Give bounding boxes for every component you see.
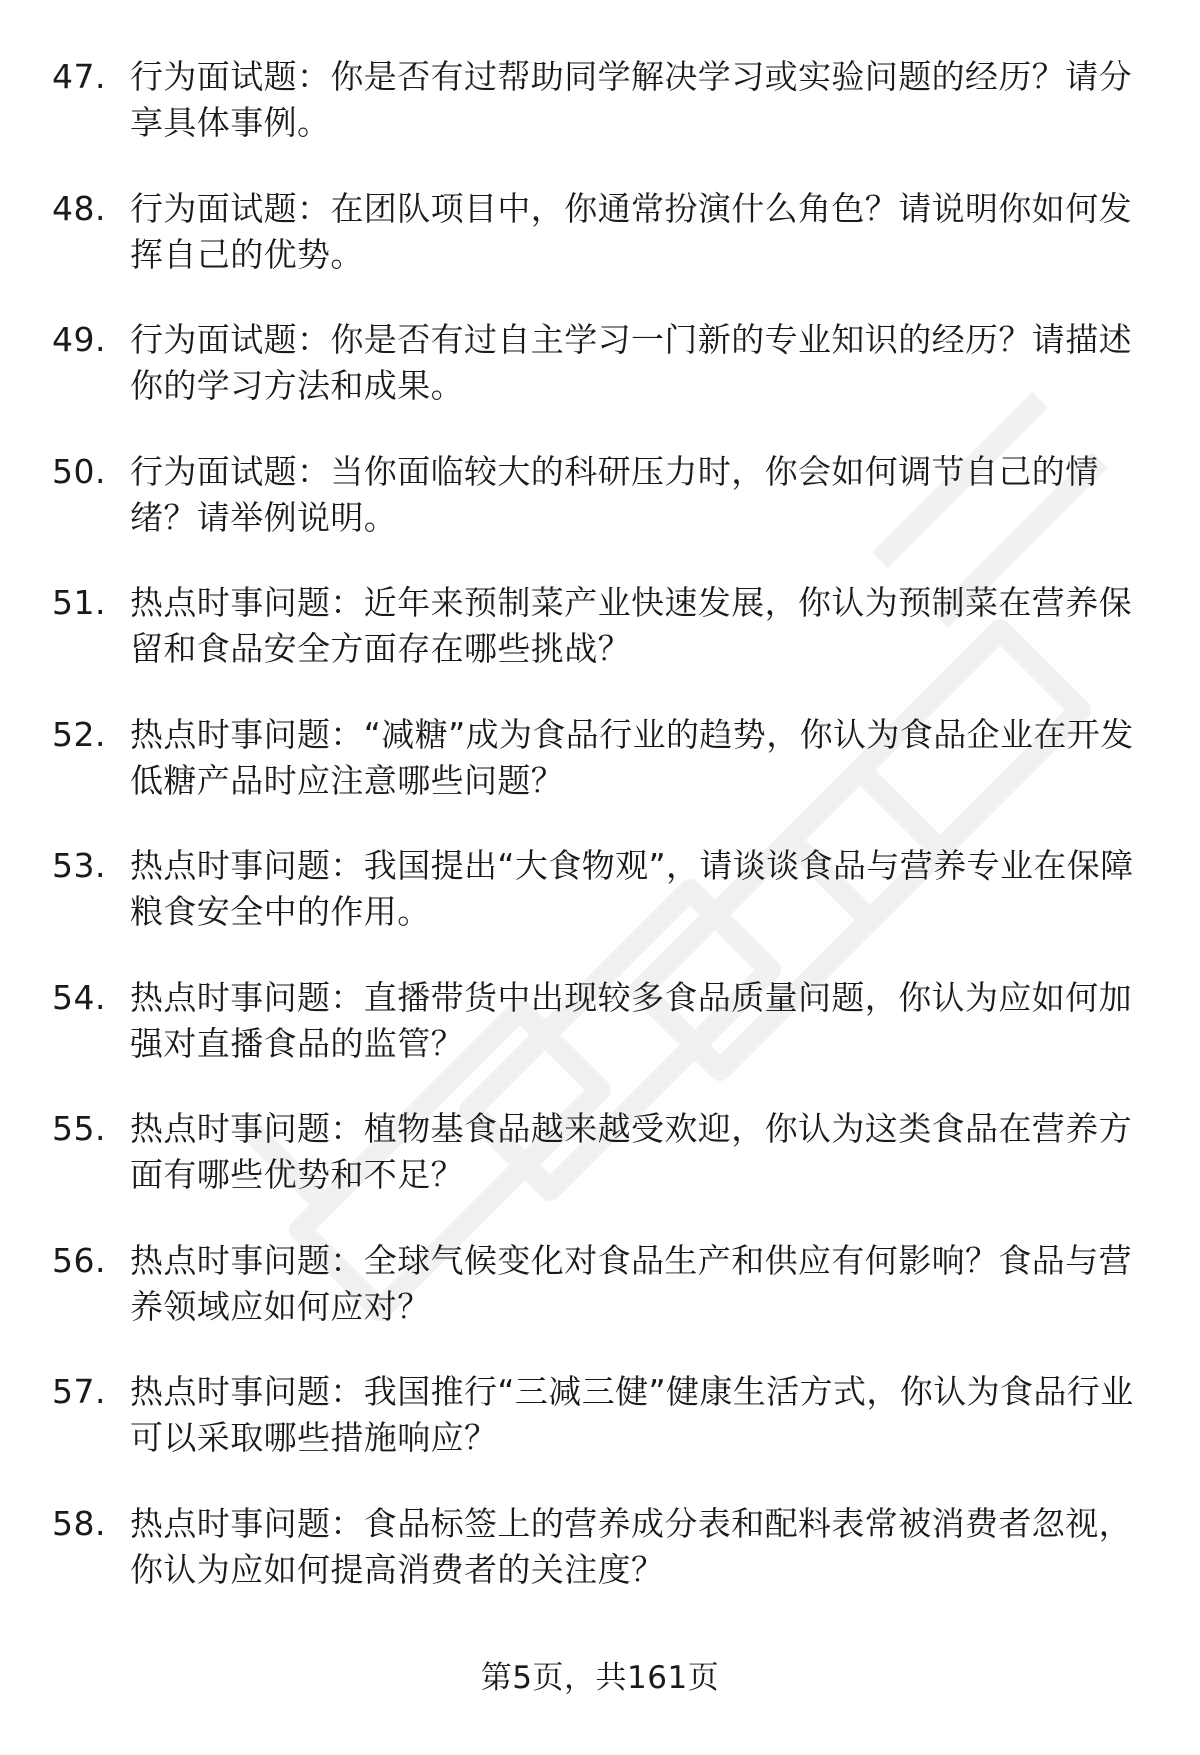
list-item <box>0 449 1200 581</box>
question-list <box>0 54 1200 1632</box>
list-item <box>0 1501 1200 1633</box>
list-item <box>0 843 1200 975</box>
question-number: 58. <box>52 1503 106 1543</box>
list-item <box>0 317 1200 449</box>
question-number: 53. <box>52 846 106 885</box>
question-text: 行为面试题：在团队项目中，你通常扮演什么角色？请说明你如何发挥自己的优势。 <box>130 188 1132 274</box>
list-item <box>0 1369 1200 1501</box>
list-item <box>0 1106 1200 1238</box>
question-text: 行为面试题：你是否有过帮助同学解决学习或实验问题的经历？请分享具体事例。 <box>130 57 1132 142</box>
question-text: 热点时事问题：全球气候变化对食品生产和供应有何影响？食品与营养领域应如何应对？ <box>130 1240 1132 1326</box>
question-number: 51. <box>52 583 106 622</box>
question-number: 52. <box>52 714 106 754</box>
question-number: 47. <box>52 57 106 96</box>
question-number: 48. <box>52 188 106 228</box>
list-item <box>0 54 1200 186</box>
question-number: 56. <box>52 1240 106 1280</box>
question-number: 55. <box>52 1109 106 1148</box>
question-text: 热点时事问题：植物基食品越来越受欢迎，你认为这类食品在营养方面有哪些优势和不足？ <box>130 1109 1132 1194</box>
question-number: 54. <box>52 977 106 1017</box>
list-item <box>0 712 1200 844</box>
question-text: 热点时事问题：直播带货中出现较多食品质量问题，你认为应如何加强对直播食品的监管？ <box>130 977 1132 1063</box>
list-item <box>0 975 1200 1107</box>
question-text: 行为面试题：当你面临较大的科研压力时，你会如何调节自己的情绪？请举例说明。 <box>130 451 1099 537</box>
list-item <box>0 186 1200 318</box>
question-number: 49. <box>52 320 106 359</box>
question-text: 行为面试题：你是否有过自主学习一门新的专业知识的经历？请描述你的学习方法和成果。 <box>130 320 1132 405</box>
question-number: 50. <box>52 451 106 491</box>
question-text: 热点时事问题：“减糖”成为食品行业的趋势，你认为食品企业在开发低糖产品时应注意哪些问题？ <box>130 714 1134 800</box>
list-item <box>0 580 1200 712</box>
question-text: 热点时事问题：我国推行“三减三健”健康生活方式，你认为食品行业可以采取哪些措施响应？ <box>130 1372 1134 1457</box>
list-item <box>0 1238 1200 1370</box>
page-number-footer: 第5页，共161页 <box>480 1660 720 1696</box>
question-text: 热点时事问题：近年来预制菜产业快速发展，你认为预制菜在营养保留和食品安全方面存在哪些挑战？ <box>130 583 1132 668</box>
question-text: 热点时事问题：我国提出“大食物观”，请谈谈食品与营养专业在保障粮食安全中的作用。 <box>130 846 1134 931</box>
question-text: 热点时事问题：食品标签上的营养成分表和配料表常被消费者忽视，你认为应如何提高消费者的关注度？ <box>130 1503 1132 1589</box>
question-number: 57. <box>52 1372 106 1411</box>
